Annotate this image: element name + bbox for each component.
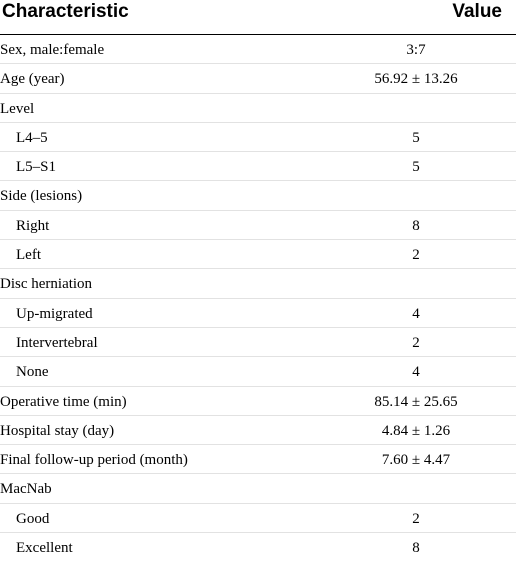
row-label: Hospital stay (day) xyxy=(0,422,115,439)
row-value: 4.84 ± 1.26 xyxy=(381,422,451,439)
row-value-cell xyxy=(316,445,516,473)
row-value: 2 xyxy=(412,247,420,264)
row-label: Right xyxy=(16,217,50,234)
table-row xyxy=(0,269,516,298)
row-label: L4–5 xyxy=(16,129,48,146)
row-value: 5 xyxy=(412,129,420,146)
row-value-cell xyxy=(316,357,516,385)
row-value-cell xyxy=(316,181,516,209)
row-value: 5 xyxy=(412,159,420,176)
row-label: Side (lesions) xyxy=(0,188,83,205)
row-value-cell xyxy=(316,211,516,239)
row-value: 2 xyxy=(412,510,420,527)
row-value: 4 xyxy=(412,364,420,381)
row-label: Up-migrated xyxy=(16,305,93,322)
table-row xyxy=(0,357,516,386)
table-body xyxy=(0,35,516,562)
table-row xyxy=(0,445,516,474)
row-value-cell xyxy=(316,474,516,502)
row-value: 8 xyxy=(412,540,420,557)
table-row xyxy=(0,299,516,328)
row-value: 85.14 ± 25.65 xyxy=(374,393,458,410)
row-value: 8 xyxy=(412,217,420,234)
row-value-cell xyxy=(316,64,516,92)
table-row xyxy=(0,181,516,210)
row-label: Final follow-up period (month) xyxy=(0,452,188,469)
row-value-cell xyxy=(316,240,516,268)
table-row xyxy=(0,387,516,416)
row-label: Excellent xyxy=(16,540,73,557)
table-row xyxy=(0,152,516,181)
row-value-cell xyxy=(316,504,516,532)
table-row xyxy=(0,533,516,562)
row-label: Level xyxy=(0,100,35,117)
row-label: Intervertebral xyxy=(16,334,98,351)
row-label: Sex, male:female xyxy=(0,42,105,58)
table-row xyxy=(0,474,516,503)
row-label: Age (year) xyxy=(0,71,65,88)
table-row xyxy=(0,504,516,533)
table-header xyxy=(0,0,516,35)
row-value-cell xyxy=(316,94,516,122)
row-value-cell xyxy=(316,533,516,562)
table-row xyxy=(0,64,516,93)
row-label: MacNab xyxy=(0,481,52,498)
row-value-cell xyxy=(316,123,516,151)
row-label: Left xyxy=(16,247,41,264)
table-row xyxy=(0,94,516,123)
row-value-cell xyxy=(316,328,516,356)
table-row xyxy=(0,416,516,445)
row-value-cell xyxy=(316,35,516,63)
row-label: L5–S1 xyxy=(16,159,57,176)
row-value-cell xyxy=(316,152,516,180)
row-value-cell xyxy=(316,269,516,297)
row-value: 7.60 ± 4.47 xyxy=(381,452,451,469)
row-value-cell xyxy=(316,416,516,444)
row-value: 56.92 ± 13.26 xyxy=(374,71,458,88)
row-value: 3:7 xyxy=(406,42,426,58)
row-value-cell xyxy=(316,387,516,415)
row-label: Operative time (min) xyxy=(0,393,127,410)
table-row xyxy=(0,211,516,240)
table-row xyxy=(0,35,516,64)
table-row xyxy=(0,123,516,152)
row-value: 4 xyxy=(412,305,420,322)
row-value: 2 xyxy=(412,334,420,351)
table-row xyxy=(0,328,516,357)
header-characteristic: Characteristic xyxy=(2,1,129,22)
table-row xyxy=(0,240,516,269)
row-label: Disc herniation xyxy=(0,276,93,293)
row-label: Good xyxy=(16,510,50,527)
row-label: None xyxy=(16,364,49,381)
header-value: Value xyxy=(452,1,502,22)
row-value-cell xyxy=(316,299,516,327)
